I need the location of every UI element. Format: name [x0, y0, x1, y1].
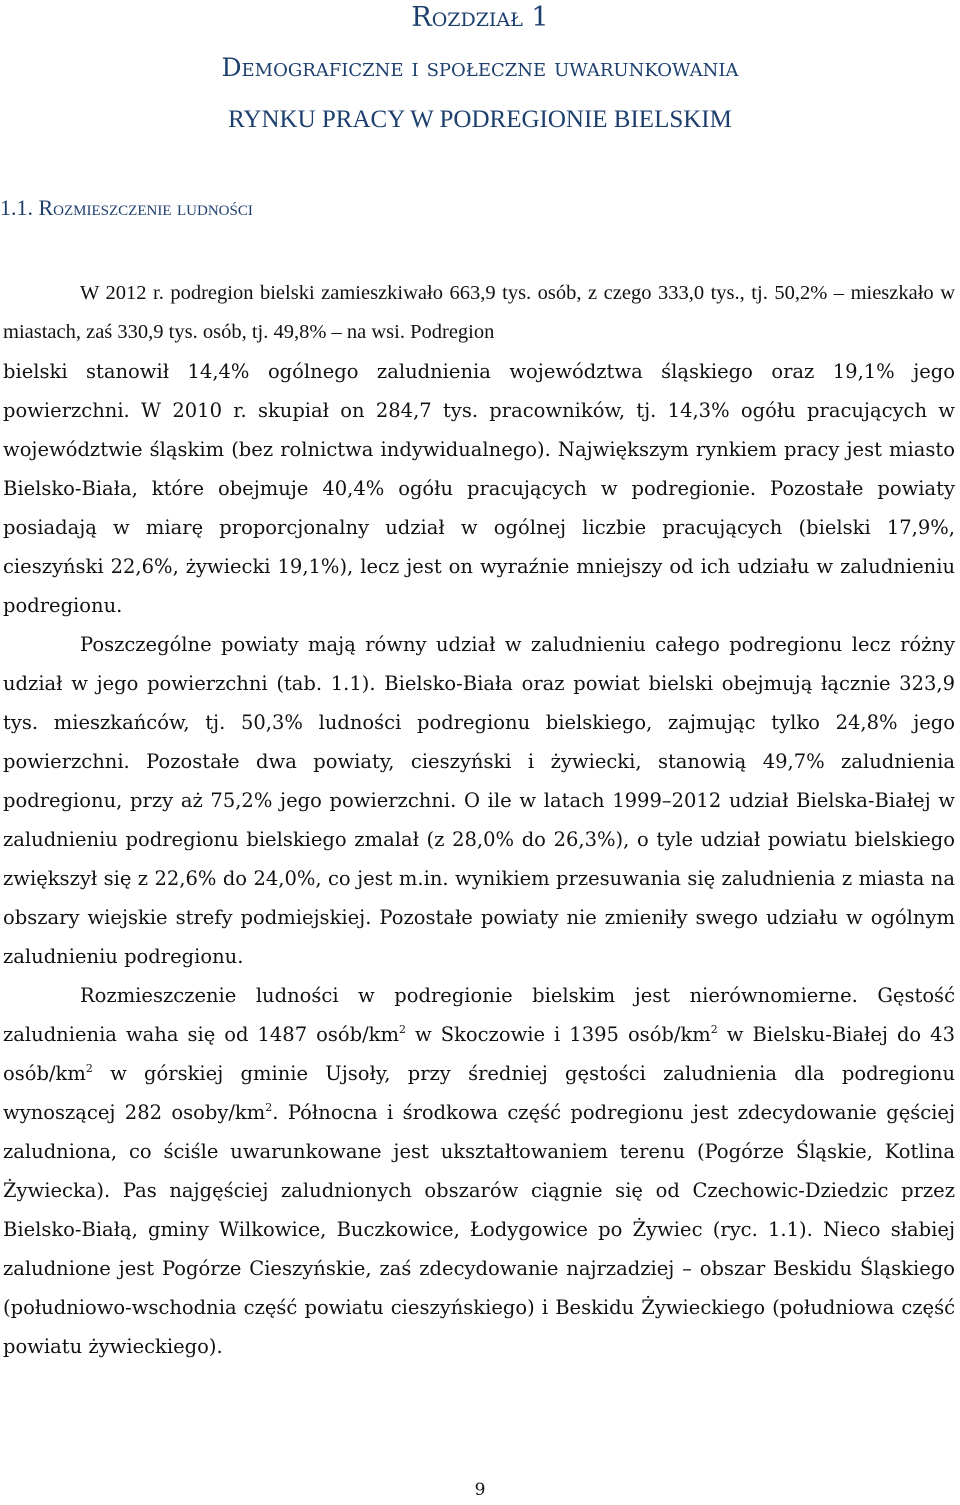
chapter-title-line-1: Demograficzne i społeczne uwarunkowania — [221, 53, 739, 82]
paragraph-3 — [3, 976, 955, 1366]
body-text — [3, 274, 955, 1366]
paragraph-3-part-b: w Skoczowie i 1395 osób/km — [406, 1023, 711, 1046]
paragraph-3-part-c: w Bielsku-Białej do 43 osób/km — [3, 1023, 955, 1085]
page-number: 9 — [474, 1480, 486, 1500]
section-heading — [0, 192, 960, 224]
section-number: 1.1. — [0, 195, 33, 220]
chapter-label: Rozdział 1 — [411, 2, 549, 33]
superscript-4: 2 — [265, 1101, 273, 1114]
paragraph-3-part-d: w górskiej gminie Ujsoły, przy średniej gęstości zaludnienia dla podregionu wynoszącej 282 osoby/km — [3, 1062, 955, 1124]
paragraph-3-part-a: Rozmieszczenie ludności w podregionie bielskim jest nierównomierne. Gęstość zaludnienia waha się od 1487 osób/km — [3, 984, 955, 1046]
paragraph-2: Poszczególne powiaty mają równy udział w zaludnieniu całego podregionu lecz różny udział w jego powierzchni (tab. 1.1). Bielsko-Biała oraz powiat bielski obejmują łącznie 323,9 tys. mieszkańców, tj. 50,3% ludności podregionu bielskiego, zajmując tylko 24,8% jego powierzchni. Pozostałe dwa powiaty, cieszyński i żywiecki, stanowią 49,7% zaludnienia podregionu, przy aż 75,2% jego powierzchni. O ile w latach 1999–2012 udział Bielska-Białej w zaludnieniu podregionu bielskiego zmalał (z 28,0% do 26,3%), o tyle udział powiatu bielskiego zwiększył się z 22,6% do 24,0%, co jest m.in. wynikiem przesuwania się zaludnienia z miasta na obszary wiejskie strefy podmiejskiej. Pozostałe powiaty nie zmieniły swego udziału w ogólnym zaludnieniu podregionu. — [3, 633, 955, 968]
paragraph-1-intro: W 2012 r. podregion bielski zamieszkiwało 663,9 tys. osób, z czego 333,0 tys., tj. 50,2% – mieszkało w miastach, zaś 330,9 tys. osób, tj. 49,8% – na wsi. Podregion — [3, 282, 955, 343]
section-title: Rozmieszczenie ludności — [38, 195, 253, 220]
superscript-3: 2 — [85, 1062, 93, 1075]
paragraph-1-body: bielski stanowił 14,4% ogólnego zaludnienia województwa śląskiego oraz 19,1% jego powierzchni. W 2010 r. skupiał on 284,7 tys. pracowników, tj. 14,3% ogółu pracujących w województwie śląskim (bez rolnictwa indywidualnego). Największym rynkiem pracy jest miasto Bielsko-Biała, które obejmuje 40,4% ogółu pracujących w podregionie. Pozostałe powiaty posiadają w miarę proporcjonalny udział w ogólnej liczbie pracujących (bielski 17,9%, cieszyński 22,6%, żywiecki 19,1%), lecz jest on wyraźnie mniejszy od ich udziału w zaludnieniu podregionu. — [3, 360, 955, 617]
chapter-title-line-2: RYNKU PRACY W PODREGIONIE BIELSKIM — [228, 106, 732, 133]
superscript-1: 2 — [399, 1023, 406, 1036]
paragraph-3-part-e: . Północna i środkowa część podregionu jest zdecydowanie gęściej zaludniona, co ściśle uwarunkowane jest ukształtowaniem terenu (Pogórze Śląskie, Kotlina Żywiecka). Pas najgęściej zaludnionych obszarów ciągnie się od Czechowic-Dziedzic przez Bielsko-Białą, gminy Wilkowice, Buczkowice, Łodygowice po Żywiec (ryc. 1.1). Nieco słabiej zaludnione jest Pogórze Cieszyńskie, zaś zdecydowanie najrzadziej – obszar Beskidu Śląskiego (południowo-wschodnia część powiatu cieszyńskiego) i Beskidu Żywieckiego (południowa część powiatu żywieckiego). — [3, 1101, 955, 1358]
superscript-2: 2 — [710, 1023, 718, 1036]
